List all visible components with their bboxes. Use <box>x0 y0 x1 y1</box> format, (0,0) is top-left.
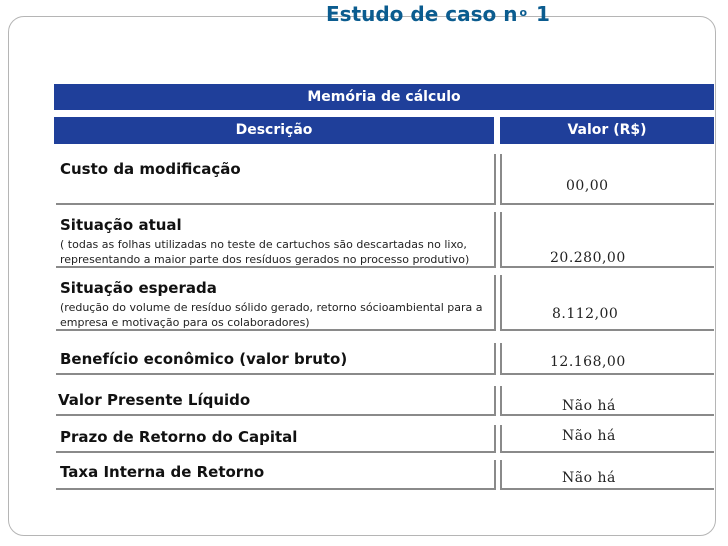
title-number: 1 <box>535 2 550 26</box>
row-description-line: empresa e motivação para os colaboradores) <box>60 316 310 329</box>
row-value: Não há <box>562 398 616 414</box>
row-value: 8.112,00 <box>552 306 619 322</box>
row-value: 12.168,00 <box>550 354 626 370</box>
title-superscript: o <box>519 6 527 19</box>
row-label: Prazo de Retorno do Capital <box>60 428 298 446</box>
row-label: Situação esperada <box>60 279 217 297</box>
row-label: Taxa Interna de Retorno <box>60 463 265 481</box>
row-value: Não há <box>562 470 616 486</box>
row-value: Não há <box>562 428 616 444</box>
row-description-line: representando a maior parte dos resíduos gerados no processo produtivo) <box>60 253 470 266</box>
title-text: Estudo de caso n <box>326 2 518 26</box>
row-label: Benefício econômico (valor bruto) <box>60 350 348 368</box>
header-bar <box>54 84 714 110</box>
row-description-line: (redução do volume de resíduo sólido gerado, retorno sócioambiental para a <box>60 301 483 314</box>
column-header-description-label: Descrição <box>235 122 313 138</box>
page-title <box>326 2 550 26</box>
column-header-description <box>54 117 494 144</box>
row-label: Situação atual <box>60 216 182 234</box>
header-bar-label: Memória de cálculo <box>307 89 461 105</box>
row-value: 00,00 <box>566 178 609 194</box>
row-description-line: ( todas as folhas utilizadas no teste de cartuchos são descartadas no lixo, <box>60 238 467 251</box>
row-value: 20.280,00 <box>550 250 626 266</box>
row-cell-value <box>500 275 714 331</box>
column-header-value <box>500 117 714 144</box>
column-header-value-label: Valor (R$) <box>567 122 647 138</box>
row-label: Custo da modificação <box>60 160 241 178</box>
row-label: Valor Presente Líquido <box>58 391 251 409</box>
